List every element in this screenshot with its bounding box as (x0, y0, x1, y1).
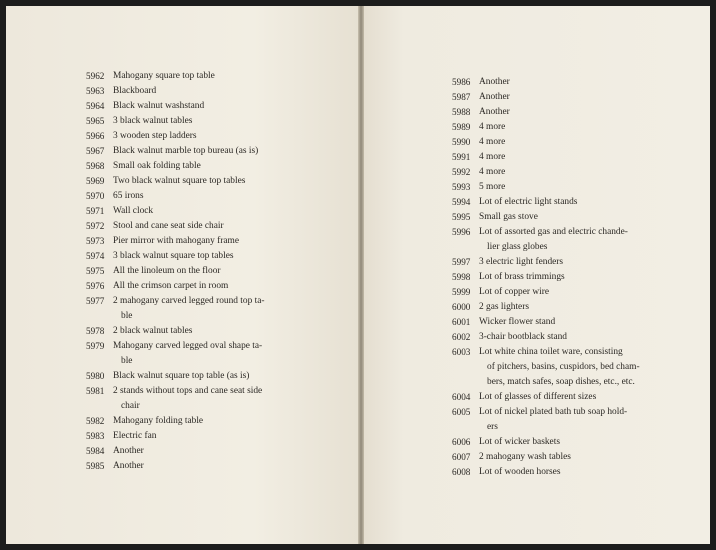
lot-entry (452, 90, 648, 105)
lot-entry (86, 219, 286, 234)
lot-number: 5964 (86, 101, 105, 111)
lot-entry (452, 390, 648, 405)
lot-entry (86, 414, 286, 429)
lot-description (479, 330, 648, 345)
lot-description-line: Black walnut washstand (113, 101, 205, 111)
lot-entry (86, 99, 286, 114)
lot-description-line: 3 electric light fenders (479, 257, 564, 267)
lot-number: 5987 (452, 92, 471, 102)
lot-description-line: Black walnut marble top bureau (as is) (113, 146, 259, 156)
lot-description-line: Another (479, 77, 510, 87)
lot-description (113, 234, 286, 249)
lot-number: 5984 (86, 446, 105, 456)
lot-description (113, 174, 286, 189)
lot-description-line: 3 wooden step ladders (113, 131, 197, 141)
lot-description (113, 384, 286, 414)
lot-number: 6005 (452, 407, 471, 417)
lot-entry (452, 180, 648, 195)
lot-entry (86, 144, 286, 159)
lot-description (113, 249, 286, 264)
lot-description-line: Lot white china toilet ware, consisting (479, 347, 623, 357)
lot-number: 6008 (452, 467, 471, 477)
lot-number: 5966 (86, 131, 105, 141)
lot-description-line: Two black walnut square top tables (113, 176, 246, 186)
lot-description-line: chair (121, 401, 140, 411)
lot-number: 5978 (86, 326, 105, 336)
lot-number: 5968 (86, 161, 105, 171)
lot-description-line: Another (113, 461, 144, 471)
lot-number: 5991 (452, 152, 471, 162)
lot-entry (86, 324, 286, 339)
lot-description-line: lier glass globes (487, 242, 548, 252)
lot-description (479, 285, 648, 300)
lot-description-line: 2 mahogany wash tables (479, 452, 571, 462)
lot-number: 5995 (452, 212, 471, 222)
lot-number: 5985 (86, 461, 105, 471)
lot-description-line: Lot of brass trimmings (479, 272, 565, 282)
lot-number: 5993 (452, 182, 471, 192)
lot-number: 5983 (86, 431, 105, 441)
lot-entry (86, 114, 286, 129)
lot-description-line: Another (113, 446, 144, 456)
lot-description-line: Mahogany folding table (113, 416, 204, 426)
lot-description (113, 219, 286, 234)
lot-number: 5974 (86, 251, 105, 261)
lot-description-line: ble (121, 311, 133, 321)
lot-entry (452, 330, 648, 345)
lot-description-line: Lot of assorted gas and electric chande- (479, 227, 628, 237)
lot-number: 5965 (86, 116, 105, 126)
lot-number: 5996 (452, 227, 471, 237)
lot-description (479, 195, 648, 210)
lot-description (113, 159, 286, 174)
lot-entry (452, 165, 648, 180)
lot-description-line: Lot of nickel plated bath tub soap hold- (479, 407, 628, 417)
lot-description-line: 3 black walnut square top tables (113, 251, 234, 261)
left-page-item-list (86, 69, 286, 474)
lot-entry (452, 315, 648, 330)
lot-description (479, 135, 648, 150)
lot-number: 6007 (452, 452, 471, 462)
lot-number: 6002 (452, 332, 471, 342)
lot-entry (86, 234, 286, 249)
lot-description (113, 84, 286, 99)
lot-description (113, 264, 286, 279)
lot-entry (452, 270, 648, 285)
lot-description (113, 129, 286, 144)
lot-number: 5976 (86, 281, 105, 291)
lot-description-line: Another (479, 107, 510, 117)
book-gutter (358, 6, 364, 544)
lot-description-line: 4 more (479, 137, 506, 147)
lot-description-line: Stool and cane seat side chair (113, 221, 224, 231)
lot-number: 6000 (452, 302, 471, 312)
lot-entry (86, 444, 286, 459)
lot-entry (452, 465, 648, 480)
lot-description (479, 255, 648, 270)
lot-description-line: Wall clock (113, 206, 154, 216)
lot-number: 5994 (452, 197, 471, 207)
lot-description-line: Lot of wooden horses (479, 467, 561, 477)
lot-description (479, 465, 648, 480)
lot-number: 5973 (86, 236, 105, 246)
lot-description-line: 3 black walnut tables (113, 116, 193, 126)
lot-description (479, 105, 648, 120)
lot-number: 5967 (86, 146, 105, 156)
lot-number: 6006 (452, 437, 471, 447)
lot-description-line: ers (487, 422, 498, 432)
lot-description (479, 90, 648, 105)
lot-entry (452, 405, 648, 435)
lot-description (113, 339, 286, 369)
lot-entry (452, 450, 648, 465)
lot-entry (452, 195, 648, 210)
lot-number: 5982 (86, 416, 105, 426)
lot-number: 5972 (86, 221, 105, 231)
lot-description-line: 2 gas lighters (479, 302, 529, 312)
lot-entry (452, 255, 648, 270)
lot-description-line: All the linoleum on the floor (113, 266, 221, 276)
lot-description-line: Electric fan (113, 431, 157, 441)
lot-description (479, 210, 648, 225)
lot-number: 5990 (452, 137, 471, 147)
lot-description-line: Black walnut square top table (as is) (113, 371, 250, 381)
lot-entry (86, 384, 286, 414)
lot-entry (86, 174, 286, 189)
lot-description-line: 65 irons (113, 191, 144, 201)
lot-description-line: of pitchers, basins, cuspidors, bed cham- (487, 362, 640, 372)
lot-number: 5969 (86, 176, 105, 186)
lot-number: 5997 (452, 257, 471, 267)
lot-number: 5980 (86, 371, 105, 381)
lot-description (479, 75, 648, 90)
lot-description (479, 450, 648, 465)
lot-description-line: Blackboard (113, 86, 157, 96)
lot-entry (452, 345, 648, 390)
lot-description-line: Wicker flower stand (479, 317, 556, 327)
lot-entry (86, 429, 286, 444)
lot-description (113, 429, 286, 444)
lot-description (479, 390, 648, 405)
lot-description (113, 369, 286, 384)
lot-number: 5981 (86, 386, 105, 396)
lot-description-line: Lot of glasses of different sizes (479, 392, 597, 402)
lot-number: 6001 (452, 317, 471, 327)
lot-description (113, 279, 286, 294)
lot-entry (452, 150, 648, 165)
lot-entry (86, 279, 286, 294)
lot-description (479, 120, 648, 135)
lot-entry (86, 249, 286, 264)
lot-entry (86, 159, 286, 174)
lot-number: 5970 (86, 191, 105, 201)
lot-number: 6004 (452, 392, 471, 402)
lot-number: 5977 (86, 296, 105, 306)
lot-description-line: 3-chair bootblack stand (479, 332, 567, 342)
lot-entry (86, 204, 286, 219)
lot-description-line: Small gas stove (479, 212, 538, 222)
lot-description (479, 270, 648, 285)
lot-description-line: Lot of electric light stands (479, 197, 578, 207)
lot-description (113, 444, 286, 459)
lot-description-line: 4 more (479, 167, 506, 177)
lot-number: 5989 (452, 122, 471, 132)
lot-description (113, 189, 286, 204)
lot-entry (452, 435, 648, 450)
lot-description-line: Mahogany square top table (113, 71, 215, 81)
lot-description-line: 2 stands without tops and cane seat side (113, 386, 263, 396)
lot-description (479, 150, 648, 165)
lot-description-line: 2 mahogany carved legged round top ta- (113, 296, 265, 306)
lot-entry (452, 135, 648, 150)
right-page-item-list (452, 75, 648, 480)
lot-description (113, 459, 286, 474)
lot-description (113, 414, 286, 429)
lot-description (479, 180, 648, 195)
lot-description-line: Mahogany carved legged oval shape ta- (113, 341, 263, 351)
lot-entry (452, 105, 648, 120)
lot-entry (86, 294, 286, 324)
lot-description (113, 294, 286, 324)
lot-description (479, 300, 648, 315)
lot-entry (86, 369, 286, 384)
lot-number: 5962 (86, 71, 105, 81)
lot-description-line: 4 more (479, 152, 506, 162)
lot-entry (86, 339, 286, 369)
lot-number: 5988 (452, 107, 471, 117)
lot-entry (86, 459, 286, 474)
lot-description-line: Pier mirror with mahogany frame (113, 236, 240, 246)
lot-entry (452, 75, 648, 90)
lot-description (113, 99, 286, 114)
lot-description-line: Another (479, 92, 510, 102)
lot-description (113, 204, 286, 219)
lot-description (479, 315, 648, 330)
lot-description (479, 405, 648, 435)
lot-number: 5986 (452, 77, 471, 87)
lot-description-line: Lot of copper wire (479, 287, 550, 297)
lot-number: 5971 (86, 206, 105, 216)
lot-description (479, 435, 648, 450)
lot-description-line: Lot of wicker baskets (479, 437, 560, 447)
lot-description (113, 114, 286, 129)
lot-entry (86, 84, 286, 99)
lot-entry (86, 69, 286, 84)
lot-entry (452, 120, 648, 135)
lot-number: 5963 (86, 86, 105, 96)
lot-description-line: 5 more (479, 182, 506, 192)
lot-description-line: Small oak folding table (113, 161, 201, 171)
lot-entry (452, 225, 648, 255)
lot-description (113, 324, 286, 339)
lot-number: 5999 (452, 287, 471, 297)
lot-entry (86, 129, 286, 144)
lot-description-line: All the crimson carpet in room (113, 281, 229, 291)
lot-description (479, 165, 648, 180)
lot-entry (452, 300, 648, 315)
lot-description-line: 4 more (479, 122, 506, 132)
lot-entry (86, 189, 286, 204)
lot-number: 6003 (452, 347, 471, 357)
lot-description (113, 144, 286, 159)
lot-number: 5975 (86, 266, 105, 276)
lot-number: 5979 (86, 341, 105, 351)
lot-description-line: bers, match safes, soap dishes, etc., etc. (487, 377, 635, 387)
lot-description-line: 2 black walnut tables (113, 326, 193, 336)
lot-entry (452, 210, 648, 225)
lot-number: 5992 (452, 167, 471, 177)
lot-entry (452, 285, 648, 300)
lot-entry (86, 264, 286, 279)
lot-description (479, 345, 648, 390)
lot-description-line: ble (121, 356, 133, 366)
lot-number: 5998 (452, 272, 471, 282)
lot-description (479, 225, 648, 255)
lot-description (113, 69, 286, 84)
